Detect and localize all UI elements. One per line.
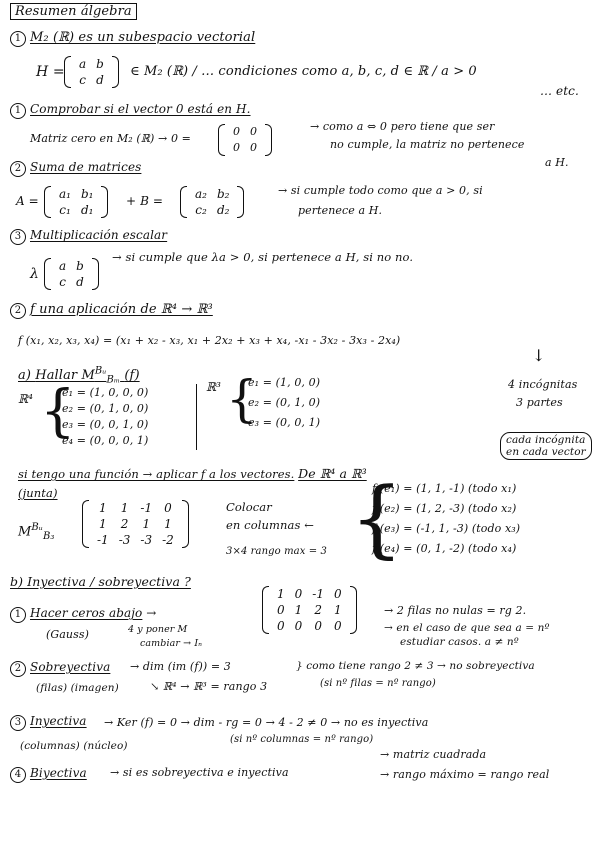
note-each: cada incógnita en cada vector xyxy=(500,432,592,460)
i4-right-2: → rango máximo = rango real xyxy=(380,768,550,781)
p1-title: 1 Comprobar si el vector 0 está en H. xyxy=(10,102,251,119)
function-formula: f (x₁, x₂, x₃, x₄) = (x₁ + x₂ - x₃, x₁ + 2x₂ + x₃ + x₄, -x₁ - 3x₂ - 3x₃ - 2x₄) xyxy=(18,334,401,347)
matrix-m: 1 1 -1 0 1 2 1 1 -1 -3 -3 -2 xyxy=(82,500,189,548)
i1-matrix: 1 0 -1 0 0 1 2 1 0 0 0 0 xyxy=(262,586,357,634)
f-value-3: f (e₃) = (-1, 1, -3) (todo x₃) xyxy=(372,522,521,535)
i4-line: → si es sobreyectiva e inyectiva xyxy=(110,766,289,779)
i1-note-1: 4 y poner M xyxy=(128,624,188,635)
p3-right: → si cumple que λa > 0, si pertenece a H, si no no. xyxy=(112,250,414,264)
section-b-heading: b) Inyectiva / sobreyectiva ? xyxy=(10,574,191,589)
i3-note: (si nº columnas = nº rango) xyxy=(230,734,374,745)
i4-title: 4 Biyectiva xyxy=(10,766,87,783)
i2-right-1: } como tiene rango 2 ≠ 3 → no sobreyectiva xyxy=(296,660,535,672)
note-unknowns-2: 3 partes xyxy=(516,396,563,409)
part-a-title: a) Hallar $M^{Bᵤ}_{B_m}$ (f) xyxy=(18,366,140,386)
i2-title: 2 Sobreyectiva xyxy=(10,660,110,677)
section-1-heading: 1 M₂ (ℝ) es un subespacio vectorial xyxy=(10,30,255,47)
r4-brace: { xyxy=(40,379,76,444)
i1-result: → 2 filas no nulas = rg 2. xyxy=(384,604,527,617)
p3-title: 3 Multiplicación escalar xyxy=(10,228,167,245)
rank-note: 3×4 rango max = 3 xyxy=(226,546,327,557)
p2-right-1: → si cumple todo como que a > 0, si xyxy=(278,184,483,197)
p3-lambda: λ xyxy=(30,266,39,282)
matrix-m-label: $M^{Bᵤ}_{B_3}$ xyxy=(18,522,55,542)
p3-matrix: a b c d xyxy=(44,258,99,290)
i3-sub: (columnas) (núcleo) xyxy=(20,740,128,752)
r4-vector-4: e₄ = (0, 0, 0, 1) xyxy=(62,434,149,447)
arrow-down-icon: ↓ xyxy=(532,346,546,365)
f-value-2: f (e₂) = (1, 2, -3) (todo x₂) xyxy=(372,502,517,515)
r4-label: ℝ⁴ xyxy=(18,392,33,406)
note-unknowns-1: 4 incógnitas xyxy=(508,378,578,391)
function-line: si tengo una función → aplicar f a los vectores. De ℝ⁴ a ℝ³ xyxy=(18,466,367,481)
p2-b-matrix: a₂ b₂ c₂ d₂ xyxy=(180,186,244,218)
r3-vector-2: e₂ = (0, 1, 0) xyxy=(248,396,321,409)
divider-line xyxy=(196,384,197,450)
r4-vector-1: e₁ = (1, 0, 0, 0) xyxy=(62,386,149,399)
page-title: Resumen álgebra xyxy=(10,4,137,19)
p1-line-2: no cumple, la matriz no pertenece xyxy=(330,138,525,151)
p1-zero-matrix: 0 0 0 0 xyxy=(218,124,272,156)
r3-vector-3: e₃ = (0, 0, 1) xyxy=(248,416,321,429)
section-2-heading: 2 f una aplicación de ℝ⁴ → ℝ³ xyxy=(10,302,213,319)
i4-right-1: → matriz cuadrada xyxy=(380,748,487,761)
i2-line-1: → dim (im (f)) = 3 xyxy=(130,660,231,673)
r3-label: ℝ³ xyxy=(206,380,221,394)
p1-line-right: → como a ⇔ 0 pero tiene que ser xyxy=(310,120,495,133)
r4-vector-3: e₃ = (0, 0, 1, 0) xyxy=(62,418,149,431)
i2-sub: (filas) (imagen) xyxy=(36,682,119,694)
i3-line: → Ker (f) = 0 → dim - rg = 0 → 4 - 2 ≠ 0 → no es inyectiva xyxy=(104,716,429,729)
p2-right-2: pertenece a H. xyxy=(298,204,383,217)
h-def-right: ∈ M₂ (ℝ) / … condiciones como a, b, c, d ∈ ℝ / a > 0 xyxy=(130,64,477,79)
p2-b-left: + B = xyxy=(126,194,164,208)
p2-a-matrix: a₁ b₁ c₁ d₁ xyxy=(44,186,108,218)
r3-brace: { xyxy=(226,370,258,428)
i1-case-2: estudiar casos. a ≠ nº xyxy=(400,636,519,648)
p2-a-left: A = xyxy=(16,194,39,208)
junta-label: (junta) xyxy=(18,486,58,500)
f-values-brace: { xyxy=(350,469,404,567)
p2-title: 2 Suma de matrices xyxy=(10,160,141,177)
number-1-badge: 1 xyxy=(10,31,26,47)
i2-right-2: (si nº filas = nº rango) xyxy=(320,678,436,689)
f-value-1: f (e₁) = (1, 1, -1) (todo x₁) xyxy=(372,482,517,495)
h-def-etc: … etc. xyxy=(540,84,579,98)
colocar-2: en columnas ← xyxy=(226,518,314,532)
i1-case-1: → en el caso de que sea a = nº xyxy=(384,622,550,634)
h-def-matrix: a b c d xyxy=(64,56,119,88)
r4-vector-2: e₂ = (0, 1, 0, 0) xyxy=(62,402,149,415)
i3-title: 3 Inyectiva xyxy=(10,714,87,731)
f-value-4: f (e₄) = (0, 1, -2) (todo x₄) xyxy=(372,542,517,555)
p1-line-left: Matriz cero en M₂ (ℝ) → 0 = xyxy=(30,132,191,145)
i1-note-2: cambiar → Iₙ xyxy=(140,638,203,649)
i2-line-2: ↘ ℝ⁴ → ℝ³ = rango 3 xyxy=(150,680,268,693)
p1-line-3: a H. xyxy=(545,156,569,169)
colocar-1: Colocar xyxy=(226,500,272,514)
h-def-left: H = xyxy=(36,64,65,80)
i1-title: 1 Hacer ceros abajo → xyxy=(10,606,156,623)
r3-vector-1: e₁ = (1, 0, 0) xyxy=(248,376,321,389)
i1-gauss: (Gauss) xyxy=(46,628,90,641)
